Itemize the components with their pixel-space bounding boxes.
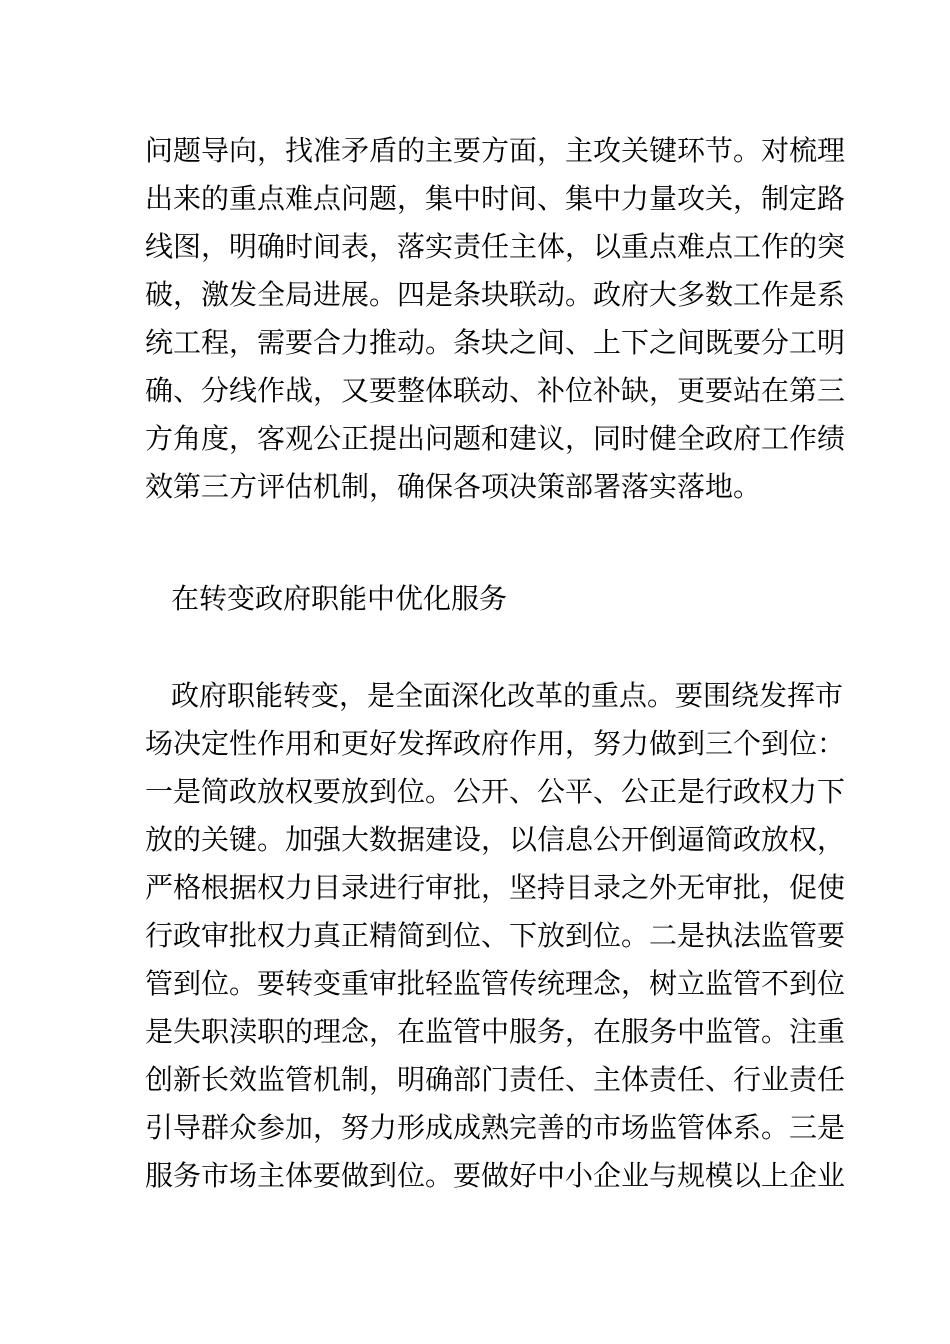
text-line: 服务市场主体要做到位。要做好中小企业与规模以上企业	[145, 1159, 846, 1192]
text-line: 破，激发全局进展。四是条块联动。政府大多数工作是系	[145, 278, 846, 311]
text-line: 统工程，需要合力推动。条块之间、上下之间既要分工明	[145, 326, 846, 359]
text-line: 行政审批权力真正精简到位、下放到位。二是执法监管要	[145, 919, 846, 952]
text-line: 确、分线作战，又要整体联动、补位补缺，更要站在第三	[145, 374, 846, 407]
text-line: 放的关键。加强大数据建设，以信息公开倒逼简政放权，	[145, 823, 846, 856]
paragraph-body	[145, 672, 845, 1200]
text-line: 方角度，客观公正提出问题和建议，同时健全政府工作绩	[145, 422, 846, 455]
text-line: 引导群众参加，努力形成成熟完善的市场监管体系。三是	[145, 1111, 846, 1144]
text-line: 问题导向，找准矛盾的主要方面，主攻关键环节。对梳理	[145, 134, 846, 167]
text-line: 管到位。要转变重审批轻监管传统理念，树立监管不到位	[145, 967, 846, 1000]
text-line: 效第三方评估机制，确保各项决策部署落实落地。	[145, 470, 762, 503]
text-line: 出来的重点难点问题，集中时间、集中力量攻关，制定路	[145, 182, 846, 215]
text-line: 场决定性作用和更好发挥政府作用，努力做到三个到位：	[145, 727, 846, 760]
section-heading-block	[145, 575, 845, 623]
text-line: 政府职能转变，是全面深化改革的重点。要围绕发挥市	[171, 679, 844, 712]
paragraph-continuation	[145, 127, 845, 511]
text-line: 线图，明确时间表，落实责任主体，以重点难点工作的突	[145, 230, 846, 263]
text-line: 是失职渎职的理念，在监管中服务，在服务中监管。注重	[145, 1015, 846, 1048]
section-heading: 在转变政府职能中优化服务	[171, 582, 508, 615]
text-line: 一是简政放权要放到位。公开、公平、公正是行政权力下	[145, 775, 846, 808]
text-line: 创新长效监管机制，明确部门责任、主体责任、行业责任	[145, 1063, 846, 1096]
text-line: 严格根据权力目录进行审批，坚持目录之外无审批，促使	[145, 871, 846, 904]
